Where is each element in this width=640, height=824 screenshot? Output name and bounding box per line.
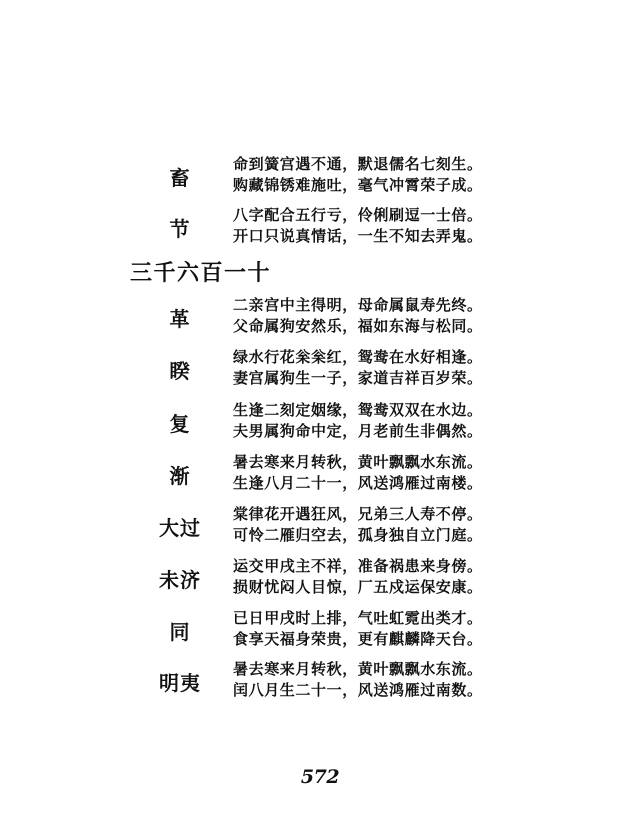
hexagram-label: 革: [169, 306, 191, 331]
verse-line: 棠律花开遇狂风，兄弟三人寿不停。: [233, 505, 483, 523]
section-heading: 三千六百一十: [130, 260, 272, 286]
page-number: 572: [300, 766, 340, 788]
verse-lines: [233, 504, 483, 546]
verse-line: 开口只说真情话，一生不知去弄鬼。: [233, 227, 483, 245]
verse-line: 暑去寒来月转秋，黄叶飘飘水东流。: [233, 453, 483, 471]
verse-line: 损财忧闷人目惊，厂五戍运保安康。: [233, 578, 483, 596]
verse-line: 八字配合五行亏，伶俐刷逗一士倍。: [233, 206, 483, 224]
hexagram-label: 畜: [169, 165, 191, 190]
verse-line: 绿水行花枀枀红，鸳鸯在水好相逢。: [233, 348, 483, 366]
verse-lines: [233, 608, 483, 650]
hexagram-label: 大过: [159, 515, 201, 540]
verse-line: 购藏锦锈难施吐，毫气冲霄荣子成。: [233, 176, 483, 194]
verse-lines: [233, 400, 483, 442]
hexagram-label: 节: [169, 216, 191, 241]
verse-line: 已日甲戌时上排，气吐虹霓出类才。: [233, 609, 483, 627]
verse-line: 妻宫属狗生一子，家道吉祥百岁荣。: [233, 369, 483, 387]
hexagram-label: 明夷: [159, 670, 201, 695]
verse-line: 命到簧宫遇不通，默退儒名七刻生。: [233, 155, 483, 173]
verse-entry: [0, 659, 640, 703]
verse-entry: [0, 504, 640, 548]
verse-line: 暑去寒来月转秋，黄叶飘飘水东流。: [233, 660, 483, 678]
hexagram-label: 睽: [169, 358, 191, 383]
verse-lines: [233, 347, 483, 389]
verse-entry: [0, 556, 640, 600]
verse-lines: [233, 205, 483, 247]
verse-entry: [0, 295, 640, 339]
hexagram-label: 未济: [159, 567, 201, 592]
verse-lines: [233, 556, 483, 598]
verse-entry: [0, 608, 640, 652]
verse-lines: [233, 452, 483, 494]
verse-entry: [0, 205, 640, 249]
verse-lines: [233, 295, 483, 337]
hexagram-label: 复: [169, 411, 191, 436]
verse-line: 运交甲戌主不祥，准备祸患来身傍。: [233, 557, 483, 575]
verse-line: 夫男属狗命中定，月老前生非偶然。: [233, 422, 483, 440]
verse-line: 闰八月生二十一，风送鸿雁过南数。: [233, 681, 483, 699]
verse-entry: [0, 347, 640, 391]
verse-line: 父命属狗安然乐，福如东海与松同。: [233, 317, 483, 335]
verse-line: 可怜二雁归空去，孤身独自立门庭。: [233, 526, 483, 544]
verse-line: 食享天福身荣贵，更有麒麟降天台。: [233, 630, 483, 648]
verse-entry: [0, 154, 640, 198]
verse-line: 生逢二刻定姻缘，鸳鸯双双在水边。: [233, 401, 483, 419]
verse-lines: [233, 659, 483, 701]
verse-entry: [0, 400, 640, 444]
hexagram-label: 渐: [169, 463, 191, 488]
verse-line: 二亲宫中主得明，母命属鼠寿先终。: [233, 296, 483, 314]
hexagram-label: 同: [169, 619, 191, 644]
verse-lines: [233, 154, 483, 196]
verse-entry: [0, 452, 640, 496]
verse-line: 生逢八月二十一，风送鸿雁过南楼。: [233, 474, 483, 492]
